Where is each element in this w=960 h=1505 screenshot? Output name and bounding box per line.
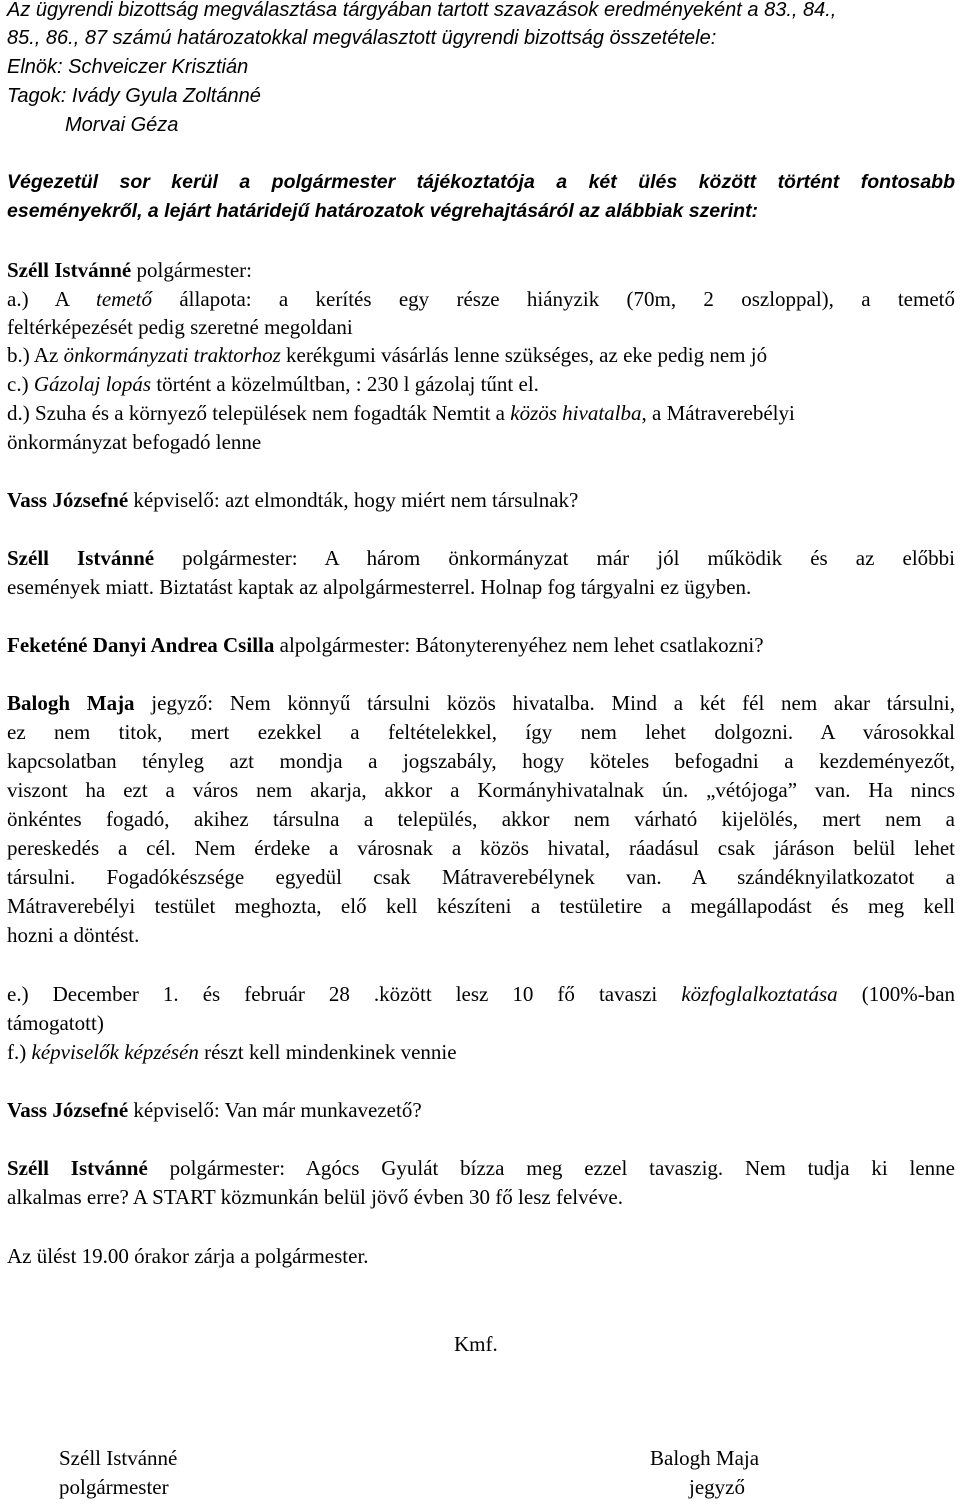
- speaker-name: Vass Józsefné: [7, 1098, 129, 1122]
- report-speaker-line: [7, 256, 955, 284]
- intro-line-2: eseményekről, a lejárt határidejű határozatok végrehajtásáról az alábbiak szerint:: [7, 200, 759, 222]
- item-b: b.) Az önkormányzati traktorhoz kerékgumi vásárlás lenne szükséges, az eke pedig nem jó: [7, 343, 768, 367]
- item-e-line-1: e.) December 1. és február 28 .között lesz 10 fő tavaszi közfoglalkoztatása (100%-ban: [7, 982, 956, 1006]
- balogh-line-2: ez nem titok, mert ezekkel a feltételekkel, így nem lehet dolgozni. A városokkal: [7, 720, 955, 744]
- committee-line-2: 85., 86., 87 számú határozatokkal megválasztott ügyrendi bizottság összetétele:: [7, 27, 717, 49]
- committee-member-2: Morvai Géza: [65, 114, 179, 136]
- signature-left-name: Széll Istvánné: [59, 1446, 178, 1470]
- balogh-line-6: pereskedés a cél. Nem érdeke a városnak a közös hivatal, ráadásul csak járáson belül lehet: [7, 836, 955, 860]
- szell-answer-line-1: Széll Istvánné polgármester: A három önkormányzat már jól működik és az előbbi: [7, 546, 955, 570]
- speaker-name: Feketéné Danyi Andrea Csilla: [7, 633, 275, 657]
- balogh-line-3: kapcsolatban tényleg azt mondja a jogszabály, hogy köteles befogadni a kezdeményezőt,: [7, 749, 955, 773]
- item-a-line-2: feltérképezését pedig szeretné megoldani: [7, 315, 353, 339]
- speaker-role: polgármester:: [136, 258, 252, 282]
- speaker-name: Széll Istvánné: [7, 1156, 148, 1180]
- item-c: c.) Gázolaj lopás történt a közelmúltban, : 230 l gázolaj tűnt el.: [7, 372, 539, 396]
- speaker-name: Vass Józsefné: [7, 488, 129, 512]
- item-d-line-2: önkormányzat befogadó lenne: [7, 430, 262, 454]
- committee-chair: Elnök: Schveiczer Krisztián: [7, 56, 249, 78]
- signature-left-title: polgármester: [59, 1475, 169, 1499]
- speaker-name: Széll Istvánné: [7, 546, 155, 570]
- balogh-line-7: társulni. Fogadókészsége egyedül csak Mátraverebélynek van. A szándéknyilatkozatot a: [7, 865, 955, 889]
- signature-right-title: jegyző: [689, 1475, 745, 1499]
- signature-right-name: Balogh Maja: [650, 1446, 760, 1470]
- szell-answer-line-2: események miatt. Biztatást kaptak az alpolgármesterrel. Holnap fog tárgyalni ez ügyben.: [7, 575, 752, 599]
- kmf-mark: Kmf.: [454, 1332, 498, 1356]
- szell-answer-2-line-2: alkalmas erre? A START közmunkán belül jövő évben 30 fő lesz felvéve.: [7, 1185, 623, 1209]
- item-f: f.) képviselők képzésén részt kell mindenkinek vennie: [7, 1040, 457, 1064]
- balogh-line-5: önkéntes fogadó, akihez társulna a település, akkor nem várható kijelölés, mert nem a: [7, 807, 955, 831]
- speaker-name: Balogh Maja: [7, 691, 135, 715]
- balogh-line-8: Mátraverebélyi testület meghozta, elő kell készíteni a testületire a megállapodást és meg kell: [7, 894, 955, 918]
- committee-line-1: Az ügyrendi bizottság megválasztása tárgyában tartott szavazások eredményeként a 83., 84.,: [7, 0, 837, 21]
- feketene-question: Feketéné Danyi Andrea Csilla alpolgármester: Bátonyterenyéhez nem lehet csatlakozni?: [7, 633, 764, 657]
- balogh-line-1: Balogh Maja jegyző: Nem könnyű társulni közös hivatalba. Mind a két fél nem akar társulni,: [7, 691, 955, 715]
- balogh-line-9: hozni a döntést.: [7, 923, 140, 947]
- vass-question-1: Vass Józsefné képviselő: azt elmondták, hogy miért nem társulnak?: [7, 488, 579, 512]
- balogh-line-4: viszont ha ezt a város nem akarja, akkor a Kormányhivatalnak ún. „vétójoga” van. Ha nincs: [7, 778, 955, 802]
- item-a-line-1: a.) A temető állapota: a kerítés egy része hiányzik (70m, 2 oszloppal), a temető: [7, 287, 955, 311]
- intro-line-1: Végezetül sor kerül a polgármester tájékoztatója a két ülés között történt fontosabb: [7, 171, 955, 193]
- item-e-line-2: támogatott): [7, 1011, 104, 1035]
- szell-answer-2-line-1: Széll Istvánné polgármester: Agócs Gyulát bízza meg ezzel tavaszig. Nem tudja ki lenne: [7, 1156, 956, 1180]
- vass-question-2: Vass Józsefné képviselő: Van már munkavezető?: [7, 1098, 422, 1122]
- committee-members: Tagok: Ivády Gyula Zoltánné: [7, 85, 261, 107]
- closing-statement: Az ülést 19.00 órakor zárja a polgármester.: [7, 1244, 369, 1268]
- speaker-name: Széll Istvánné: [7, 258, 132, 282]
- item-d-line-1: d.) Szuha és a környező települések nem fogadták Nemtit a közös hivatalba, a Mátraverebélyi: [7, 401, 795, 425]
